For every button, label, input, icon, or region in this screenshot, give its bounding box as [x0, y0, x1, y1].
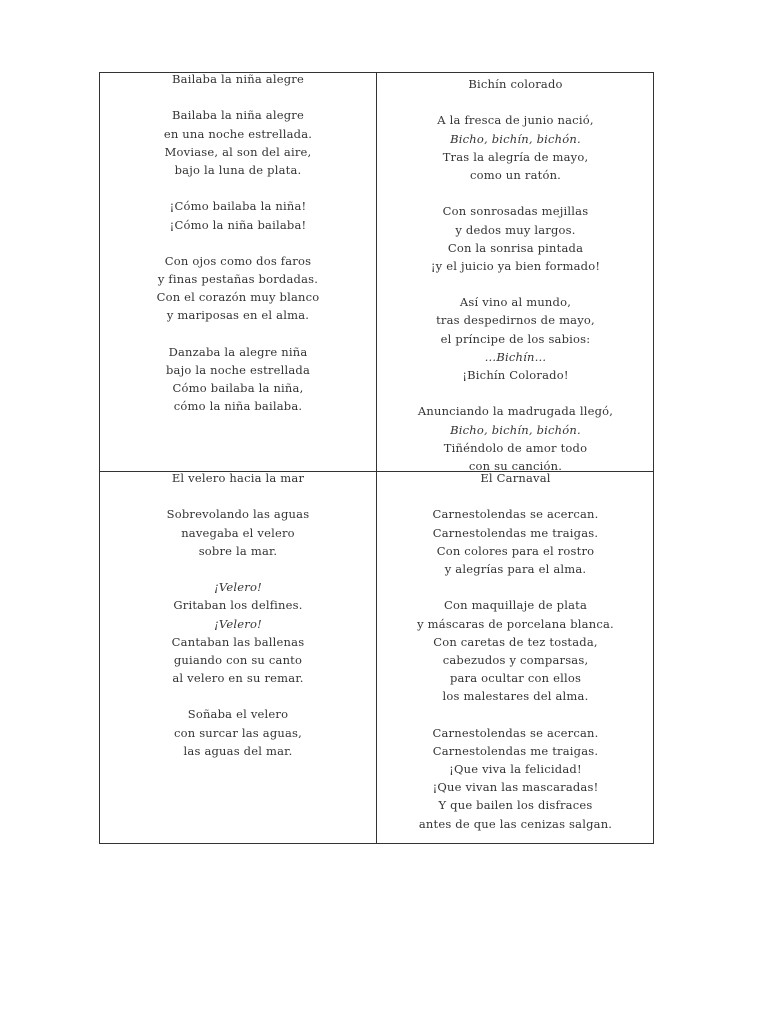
poem-line: sobre la mar.	[198, 543, 278, 558]
poem-line: Soñaba el velero	[187, 707, 289, 722]
stanza-gap	[377, 578, 654, 596]
poem-line: Con colores para el rostro	[436, 543, 595, 558]
poem-line: al velero en su remar.	[172, 671, 304, 686]
poem-cell-carnaval	[377, 469, 654, 833]
stanza-gap	[377, 93, 654, 111]
poem-line: ¡Velero!	[214, 580, 262, 595]
poem-line: ¡Velero!	[214, 616, 262, 631]
stanza-gap	[100, 487, 376, 505]
poem-line: Tras la alegría de mayo,	[442, 149, 589, 164]
poem-line: y finas pestañas bordadas.	[157, 272, 319, 287]
poem-line: en una noche estrellada.	[163, 126, 313, 141]
poem-line: y máscaras de porcelana blanca.	[417, 616, 614, 631]
stanza-gap	[377, 705, 654, 723]
poem-line: Bailaba la niña alegre	[172, 108, 304, 123]
poem-line: ¡Que viva la felicidad!	[449, 762, 582, 776]
poem-line: Con el corazón muy blanco	[156, 290, 320, 305]
poem-line: para ocultar con ellos	[449, 671, 582, 686]
poem-line: bajo la luna de plata.	[174, 162, 302, 177]
poem-line: bajo la noche estrellada	[165, 363, 311, 377]
poem-line: guiando con su canto	[173, 652, 303, 667]
poem-line: ¡Cómo la niña bailaba!	[169, 217, 307, 232]
poem-line: ¡Cómo bailaba la niña!	[169, 199, 307, 214]
poem-line: Y que bailen los disfraces	[438, 798, 593, 813]
poem-title: El Carnaval	[480, 471, 551, 485]
poem-line: con su canción.	[468, 458, 563, 473]
poem-line: Tiñéndolo de amor todo	[443, 440, 588, 455]
poem-line: Carnestolendas se acercan.	[432, 507, 599, 522]
stanza-gap	[100, 179, 376, 197]
poem-cell-bailaba	[100, 70, 376, 416]
poem-title: Bailaba la niña alegre	[172, 72, 304, 86]
poem-line: los malestares del alma.	[442, 689, 589, 704]
poem-line: y dedos muy largos.	[455, 222, 576, 237]
poem-line: las aguas del mar.	[183, 743, 293, 758]
poem-cell-velero	[100, 469, 376, 760]
poem-line: Con maquillaje de plata	[443, 598, 588, 613]
stanza-gap	[100, 560, 376, 578]
poem-line: ¡Bichín Colorado!	[462, 368, 569, 382]
poem-line: Gritaban los delfines.	[173, 598, 303, 613]
poem-title: El velero hacia la mar	[171, 471, 305, 485]
poem-line: ¡Que vivan las mascaradas!	[432, 780, 599, 795]
poem-line: cómo la niña bailaba.	[173, 399, 303, 414]
poem-line: Con ojos como dos faros	[164, 253, 312, 268]
stanza-gap	[100, 88, 376, 106]
stanza-gap	[100, 687, 376, 705]
poem-line: tras despedirnos de mayo,	[436, 313, 595, 328]
poem-line: Así vino al mundo,	[459, 295, 572, 310]
poem-line: …Bichín…	[484, 349, 547, 364]
stanza-gap	[377, 275, 654, 293]
poem-line: como un ratón.	[469, 167, 562, 182]
poem-line: el príncipe de los sabios:	[440, 331, 591, 346]
poem-line: Cantaban las ballenas	[171, 634, 305, 649]
poem-line: Anunciando la madrugada llegó,	[417, 404, 614, 419]
stanza-gap	[100, 325, 376, 343]
poem-line: Con caretas de tez tostada,	[433, 634, 598, 649]
poem-line: Moviase, al son del aire,	[164, 144, 312, 159]
stanza-gap	[377, 384, 654, 402]
poem-line: Bicho, bichín, bichón.	[450, 422, 581, 437]
poem-cell-bichin	[377, 75, 654, 475]
poem-line: A la fresca de junio nació,	[437, 113, 594, 128]
poem-line: Carnestolendas me traigas.	[432, 525, 599, 540]
stanza-gap	[100, 234, 376, 252]
poem-line: Con la sonrisa pintada	[447, 240, 584, 255]
poem-line: ¡y el juicio ya bien formado!	[430, 258, 601, 273]
poem-title: Bichín colorado	[468, 77, 563, 91]
poem-line: navegaba el velero	[181, 525, 295, 540]
poem-line: Carnestolendas me traigas.	[432, 743, 599, 758]
poem-line: Sobrevolando las aguas	[166, 507, 310, 522]
poem-line: Con sonrosadas mejillas	[442, 204, 589, 219]
stanza-gap	[377, 487, 654, 505]
poem-line: Bicho, bichín, bichón.	[450, 131, 581, 146]
poem-line: y alegrías para el alma.	[444, 561, 587, 576]
poem-line: Cómo bailaba la niña,	[172, 381, 304, 396]
stanza-gap	[377, 184, 654, 202]
poem-line: con surcar las aguas,	[173, 725, 302, 740]
poem-line: y mariposas en el alma.	[166, 308, 310, 323]
poem-line: antes de que las cenizas salgan.	[418, 816, 613, 831]
poem-line: Danzaba la alegre niña	[168, 344, 308, 359]
poem-line: Carnestolendas se acercan.	[432, 725, 599, 740]
poem-line: cabezudos y comparsas,	[442, 652, 589, 667]
